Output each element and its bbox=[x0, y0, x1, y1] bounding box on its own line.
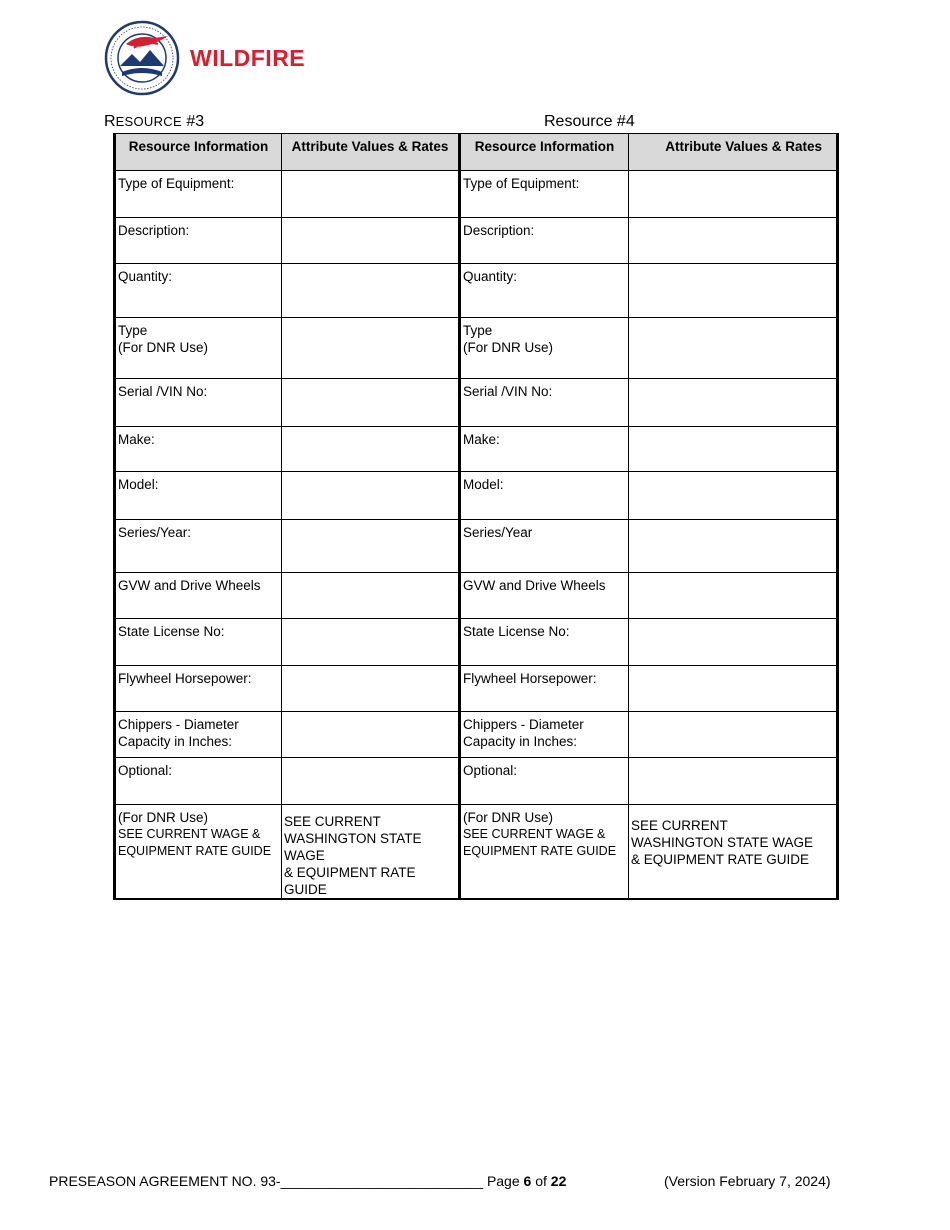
of-word: of bbox=[535, 1173, 547, 1189]
table-row bbox=[115, 218, 838, 264]
header-resource-info-3: Resource Information bbox=[115, 134, 282, 171]
row-label-line: Capacity in Inches: bbox=[463, 734, 578, 749]
value-field-4[interactable] bbox=[629, 472, 838, 520]
value-field-3[interactable] bbox=[282, 379, 460, 427]
value-field-3[interactable] bbox=[282, 171, 460, 218]
table-row bbox=[115, 427, 838, 472]
row-label-4: Type of Equipment: bbox=[460, 171, 629, 218]
row-label-4: State License No: bbox=[460, 619, 629, 666]
row-label-3: Series/Year: bbox=[115, 520, 282, 573]
row-label-4: Serial /VIN No: bbox=[460, 379, 629, 427]
rate-guide-line: SEE CURRENT bbox=[284, 814, 381, 829]
dnr-use-label-4 bbox=[460, 805, 629, 900]
table-row bbox=[115, 520, 838, 573]
rate-guide-line: SEE CURRENT WAGE & bbox=[463, 827, 606, 841]
table-row bbox=[115, 758, 838, 805]
table-row bbox=[115, 318, 838, 379]
row-label-3: Flywheel Horsepower: bbox=[115, 666, 282, 712]
rate-guide-line: EQUIPMENT RATE GUIDE bbox=[118, 844, 272, 858]
value-field-4[interactable] bbox=[629, 520, 838, 573]
table-row-rate-guide bbox=[115, 805, 838, 900]
header-resource-info-4: Resource Information bbox=[460, 134, 629, 171]
value-field-4[interactable] bbox=[629, 619, 838, 666]
value-field-3[interactable] bbox=[282, 218, 460, 264]
value-field-4[interactable] bbox=[629, 171, 838, 218]
row-label-4: Series/Year bbox=[460, 520, 629, 573]
value-field-3[interactable] bbox=[282, 472, 460, 520]
value-field-4[interactable] bbox=[629, 379, 838, 427]
rate-guide-note-3 bbox=[282, 805, 460, 900]
table-row bbox=[115, 379, 838, 427]
row-label-4 bbox=[460, 712, 629, 758]
dnr-use-line: (For DNR Use) bbox=[463, 810, 553, 825]
value-field-3[interactable] bbox=[282, 573, 460, 619]
table-row bbox=[115, 666, 838, 712]
rate-guide-line: & EQUIPMENT RATE GUIDE bbox=[284, 865, 416, 897]
value-field-3[interactable] bbox=[282, 264, 460, 318]
row-label-line: Type bbox=[118, 323, 148, 338]
row-label-4: Description: bbox=[460, 218, 629, 264]
row-label-line: Chippers - Diameter bbox=[463, 717, 584, 732]
row-label-4: Flywheel Horsepower: bbox=[460, 666, 629, 712]
table-row bbox=[115, 573, 838, 619]
header-row bbox=[115, 134, 838, 171]
table-row bbox=[115, 472, 838, 520]
value-field-4[interactable] bbox=[629, 758, 838, 805]
row-label-line: Capacity in Inches: bbox=[118, 734, 233, 749]
value-field-3[interactable] bbox=[282, 520, 460, 573]
value-field-4[interactable] bbox=[629, 712, 838, 758]
resource-3-label bbox=[104, 113, 204, 131]
table-row bbox=[115, 619, 838, 666]
value-field-4[interactable] bbox=[629, 573, 838, 619]
value-field-3[interactable] bbox=[282, 666, 460, 712]
value-field-4[interactable] bbox=[629, 318, 838, 379]
row-label-3: Serial /VIN No: bbox=[115, 379, 282, 427]
row-label-3 bbox=[115, 712, 282, 758]
row-label-4: Optional: bbox=[460, 758, 629, 805]
header-attr-values-4: Attribute Values & Rates bbox=[629, 134, 838, 171]
page-number: 6 bbox=[523, 1173, 532, 1189]
table-row bbox=[115, 264, 838, 318]
value-field-4[interactable] bbox=[629, 666, 838, 712]
row-label-3 bbox=[115, 318, 282, 379]
row-label-4 bbox=[460, 318, 629, 379]
row-label-3: State License No: bbox=[115, 619, 282, 666]
dnr-wildfire-logo bbox=[104, 20, 319, 100]
page-total: 22 bbox=[550, 1173, 567, 1189]
resource-3-label-initial: R bbox=[104, 113, 116, 130]
rate-guide-line: SEE CURRENT bbox=[631, 818, 728, 833]
row-label-4: GVW and Drive Wheels bbox=[460, 573, 629, 619]
value-field-3[interactable] bbox=[282, 758, 460, 805]
row-label-4: Make: bbox=[460, 427, 629, 472]
row-label-3: Quantity: bbox=[115, 264, 282, 318]
resource-4-label: Resource #4 bbox=[544, 113, 635, 130]
table-row bbox=[115, 171, 838, 218]
header-attr-values-3: Attribute Values & Rates bbox=[282, 134, 460, 171]
value-field-4[interactable] bbox=[629, 427, 838, 472]
row-label-3: Model: bbox=[115, 472, 282, 520]
dnr-use-line: (For DNR Use) bbox=[118, 810, 208, 825]
value-field-3[interactable] bbox=[282, 318, 460, 379]
rate-guide-note-4 bbox=[629, 805, 838, 900]
row-label-4: Quantity: bbox=[460, 264, 629, 318]
footer-version: (Version February 7, 2024) bbox=[664, 1173, 831, 1189]
wildfire-wordmark: WILDFIRE bbox=[190, 45, 306, 71]
table-row bbox=[115, 712, 838, 758]
row-label-line: (For DNR Use) bbox=[118, 340, 208, 355]
value-field-3[interactable] bbox=[282, 619, 460, 666]
rate-guide-line: SEE CURRENT WAGE & bbox=[118, 827, 261, 841]
row-label-line: Type bbox=[463, 323, 493, 338]
value-field-3[interactable] bbox=[282, 712, 460, 758]
row-label-line: (For DNR Use) bbox=[463, 340, 553, 355]
page-word: Page bbox=[486, 1173, 520, 1189]
row-label-3: Optional: bbox=[115, 758, 282, 805]
value-field-4[interactable] bbox=[629, 218, 838, 264]
resource-3-label-num: #3 bbox=[186, 113, 205, 130]
resource-table bbox=[113, 133, 839, 900]
value-field-4[interactable] bbox=[629, 264, 838, 318]
row-label-4: Model: bbox=[460, 472, 629, 520]
row-label-3: Description: bbox=[115, 218, 282, 264]
rate-guide-line: EQUIPMENT RATE GUIDE bbox=[463, 844, 617, 858]
row-label-3: GVW and Drive Wheels bbox=[115, 573, 282, 619]
dnr-use-label-3 bbox=[115, 805, 282, 900]
rate-guide-line: WASHINGTON STATE WAGE bbox=[284, 831, 422, 863]
resource-3-label-rest: ESOURCE bbox=[115, 114, 182, 129]
row-label-line: Chippers - Diameter bbox=[118, 717, 239, 732]
row-label-3: Make: bbox=[115, 427, 282, 472]
rate-guide-line: & EQUIPMENT RATE GUIDE bbox=[631, 852, 810, 867]
value-field-3[interactable] bbox=[282, 427, 460, 472]
row-label-3: Type of Equipment: bbox=[115, 171, 282, 218]
footer-agreement bbox=[49, 1173, 566, 1189]
dnr-seal-icon bbox=[104, 20, 180, 96]
agreement-number-blank: __________________________ bbox=[280, 1173, 484, 1189]
agreement-number-label: PRESEASON AGREEMENT NO. 93- bbox=[49, 1173, 281, 1189]
rate-guide-line: WASHINGTON STATE WAGE bbox=[631, 835, 814, 850]
